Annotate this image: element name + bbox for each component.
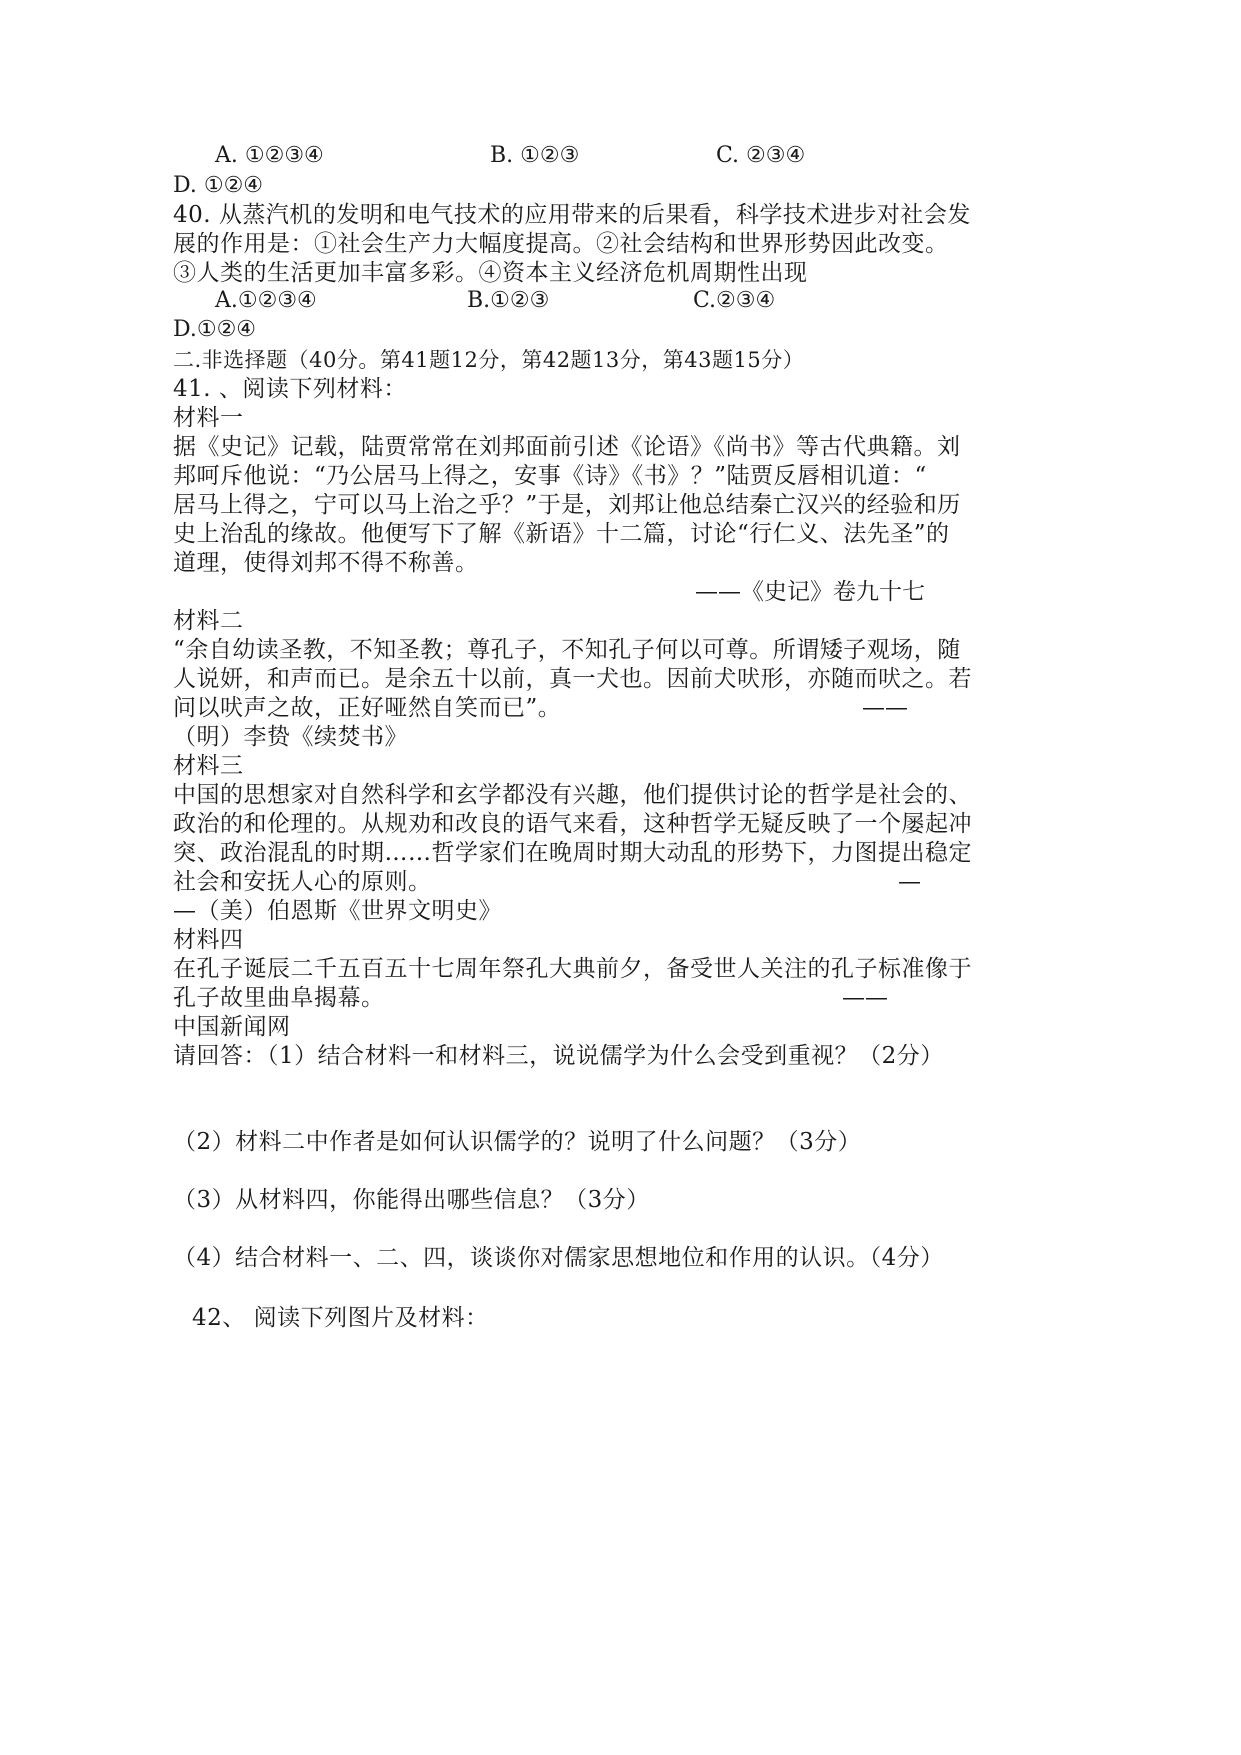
material-3-title: 材料三 — [173, 753, 244, 779]
material-2-line-2: 人说妍，和声而已。是余五十以前，真一犬也。因前犬吠形，亦随而吠之。若 — [173, 666, 972, 692]
q40-option-a: A.①②③④ — [215, 288, 317, 313]
material-2-dash: —— — [862, 695, 908, 721]
q40-stem-line-1: 40. 从蒸汽机的发明和电气技术的应用带来的后果看，科学技术进步对社会发 — [173, 202, 971, 228]
q39-option-c: C. ②③④ — [716, 143, 806, 168]
q42-intro: 42、 阅读下列图片及材料： — [192, 1305, 489, 1331]
material-4-line-1: 在孔子诞辰二千五百五十七周年祭孔大典前夕，备受世人关注的孔子标准像于 — [173, 956, 972, 982]
q40-option-d: D.①②④ — [173, 317, 257, 342]
material-4-source: 中国新闻网 — [173, 1014, 291, 1040]
material-2-line-3: 问以吠声之故，正好哑然自笑而已”。 — [173, 695, 562, 721]
question-41-3: （3）从材料四，你能得出哪些信息？（3分） — [173, 1187, 650, 1213]
q40-option-b: B.①②③ — [467, 288, 550, 313]
material-2-title: 材料二 — [173, 608, 244, 634]
question-41-4: （4）结合材料一、二、四，谈谈你对儒家思想地位和作用的认识。（4分） — [173, 1245, 944, 1271]
material-4-line-2: 孔子故里曲阜揭幕。 — [173, 985, 385, 1011]
material-1-line-2: 邦呵斥他说：“乃公居马上得之，安事《诗》《书》？”陆贾反唇相讥道：“ — [173, 463, 927, 489]
material-1-source: ——《史记》卷九十七 — [695, 579, 925, 605]
material-3-line-2: 政治的和伦理的。从规劝和改良的语气来看，这种哲学无疑反映了一个屡起冲 — [173, 811, 972, 837]
material-3-dash: — — [898, 869, 921, 895]
q39-option-d: D. ①②④ — [173, 173, 264, 198]
material-4-dash: —— — [842, 985, 888, 1011]
material-1-line-3: 居马上得之，宁可以马上治之乎？”于是，刘邦让他总结秦亡汉兴的经验和历 — [173, 492, 961, 518]
material-4-title: 材料四 — [173, 927, 244, 953]
q40-stem-line-2: 展的作用是：①社会生产力大幅度提高。②社会结构和世界形势因此改变。 — [173, 231, 949, 257]
q40-option-c: C.②③④ — [693, 288, 776, 313]
material-3-source: —（美）伯恩斯《世界文明史》 — [173, 898, 502, 924]
q40-stem-line-3: ③人类的生活更加丰富多彩。④资本主义经济危机周期性出现 — [173, 260, 808, 286]
q39-option-b: B. ①②③ — [490, 143, 580, 168]
section-2-header: 二.非选择题（40分。第41题12分，第42题13分，第43题15分） — [173, 348, 805, 372]
material-2-source: （明）李贽《续焚书》 — [173, 724, 408, 750]
material-1-title: 材料一 — [173, 405, 244, 431]
q39-option-a: A. ①②③④ — [215, 143, 324, 168]
question-41-1: 请回答：（1）结合材料一和材料三，说说儒学为什么会受到重视？（2分） — [173, 1043, 944, 1069]
material-3-line-4: 社会和安抚人心的原则。 — [173, 869, 432, 895]
material-1-line-5: 道理，使得刘邦不得不称善。 — [173, 550, 479, 576]
material-3-line-3: 突、政治混乱的时期……哲学家们在晚周时期大动乱的形势下，力图提出稳定 — [173, 840, 972, 866]
q41-intro: 41. 、阅读下列材料： — [173, 376, 407, 402]
question-41-2: （2）材料二中作者是如何认识儒学的？说明了什么问题？（3分） — [173, 1129, 862, 1155]
material-2-line-1: “余自幼读圣教，不知圣教；尊孔子，不知孔子何以可尊。所谓矮子观场，随 — [173, 637, 961, 663]
material-1-line-1: 据《史记》记载，陆贾常常在刘邦面前引述《论语》《尚书》等古代典籍。刘 — [173, 434, 961, 460]
material-1-line-4: 史上治乱的缘故。他便写下了解《新语》十二篇，讨论“行仁义、法先圣”的 — [173, 521, 950, 547]
material-3-line-1: 中国的思想家对自然科学和玄学都没有兴趣，他们提供讨论的哲学是社会的、 — [173, 782, 972, 808]
